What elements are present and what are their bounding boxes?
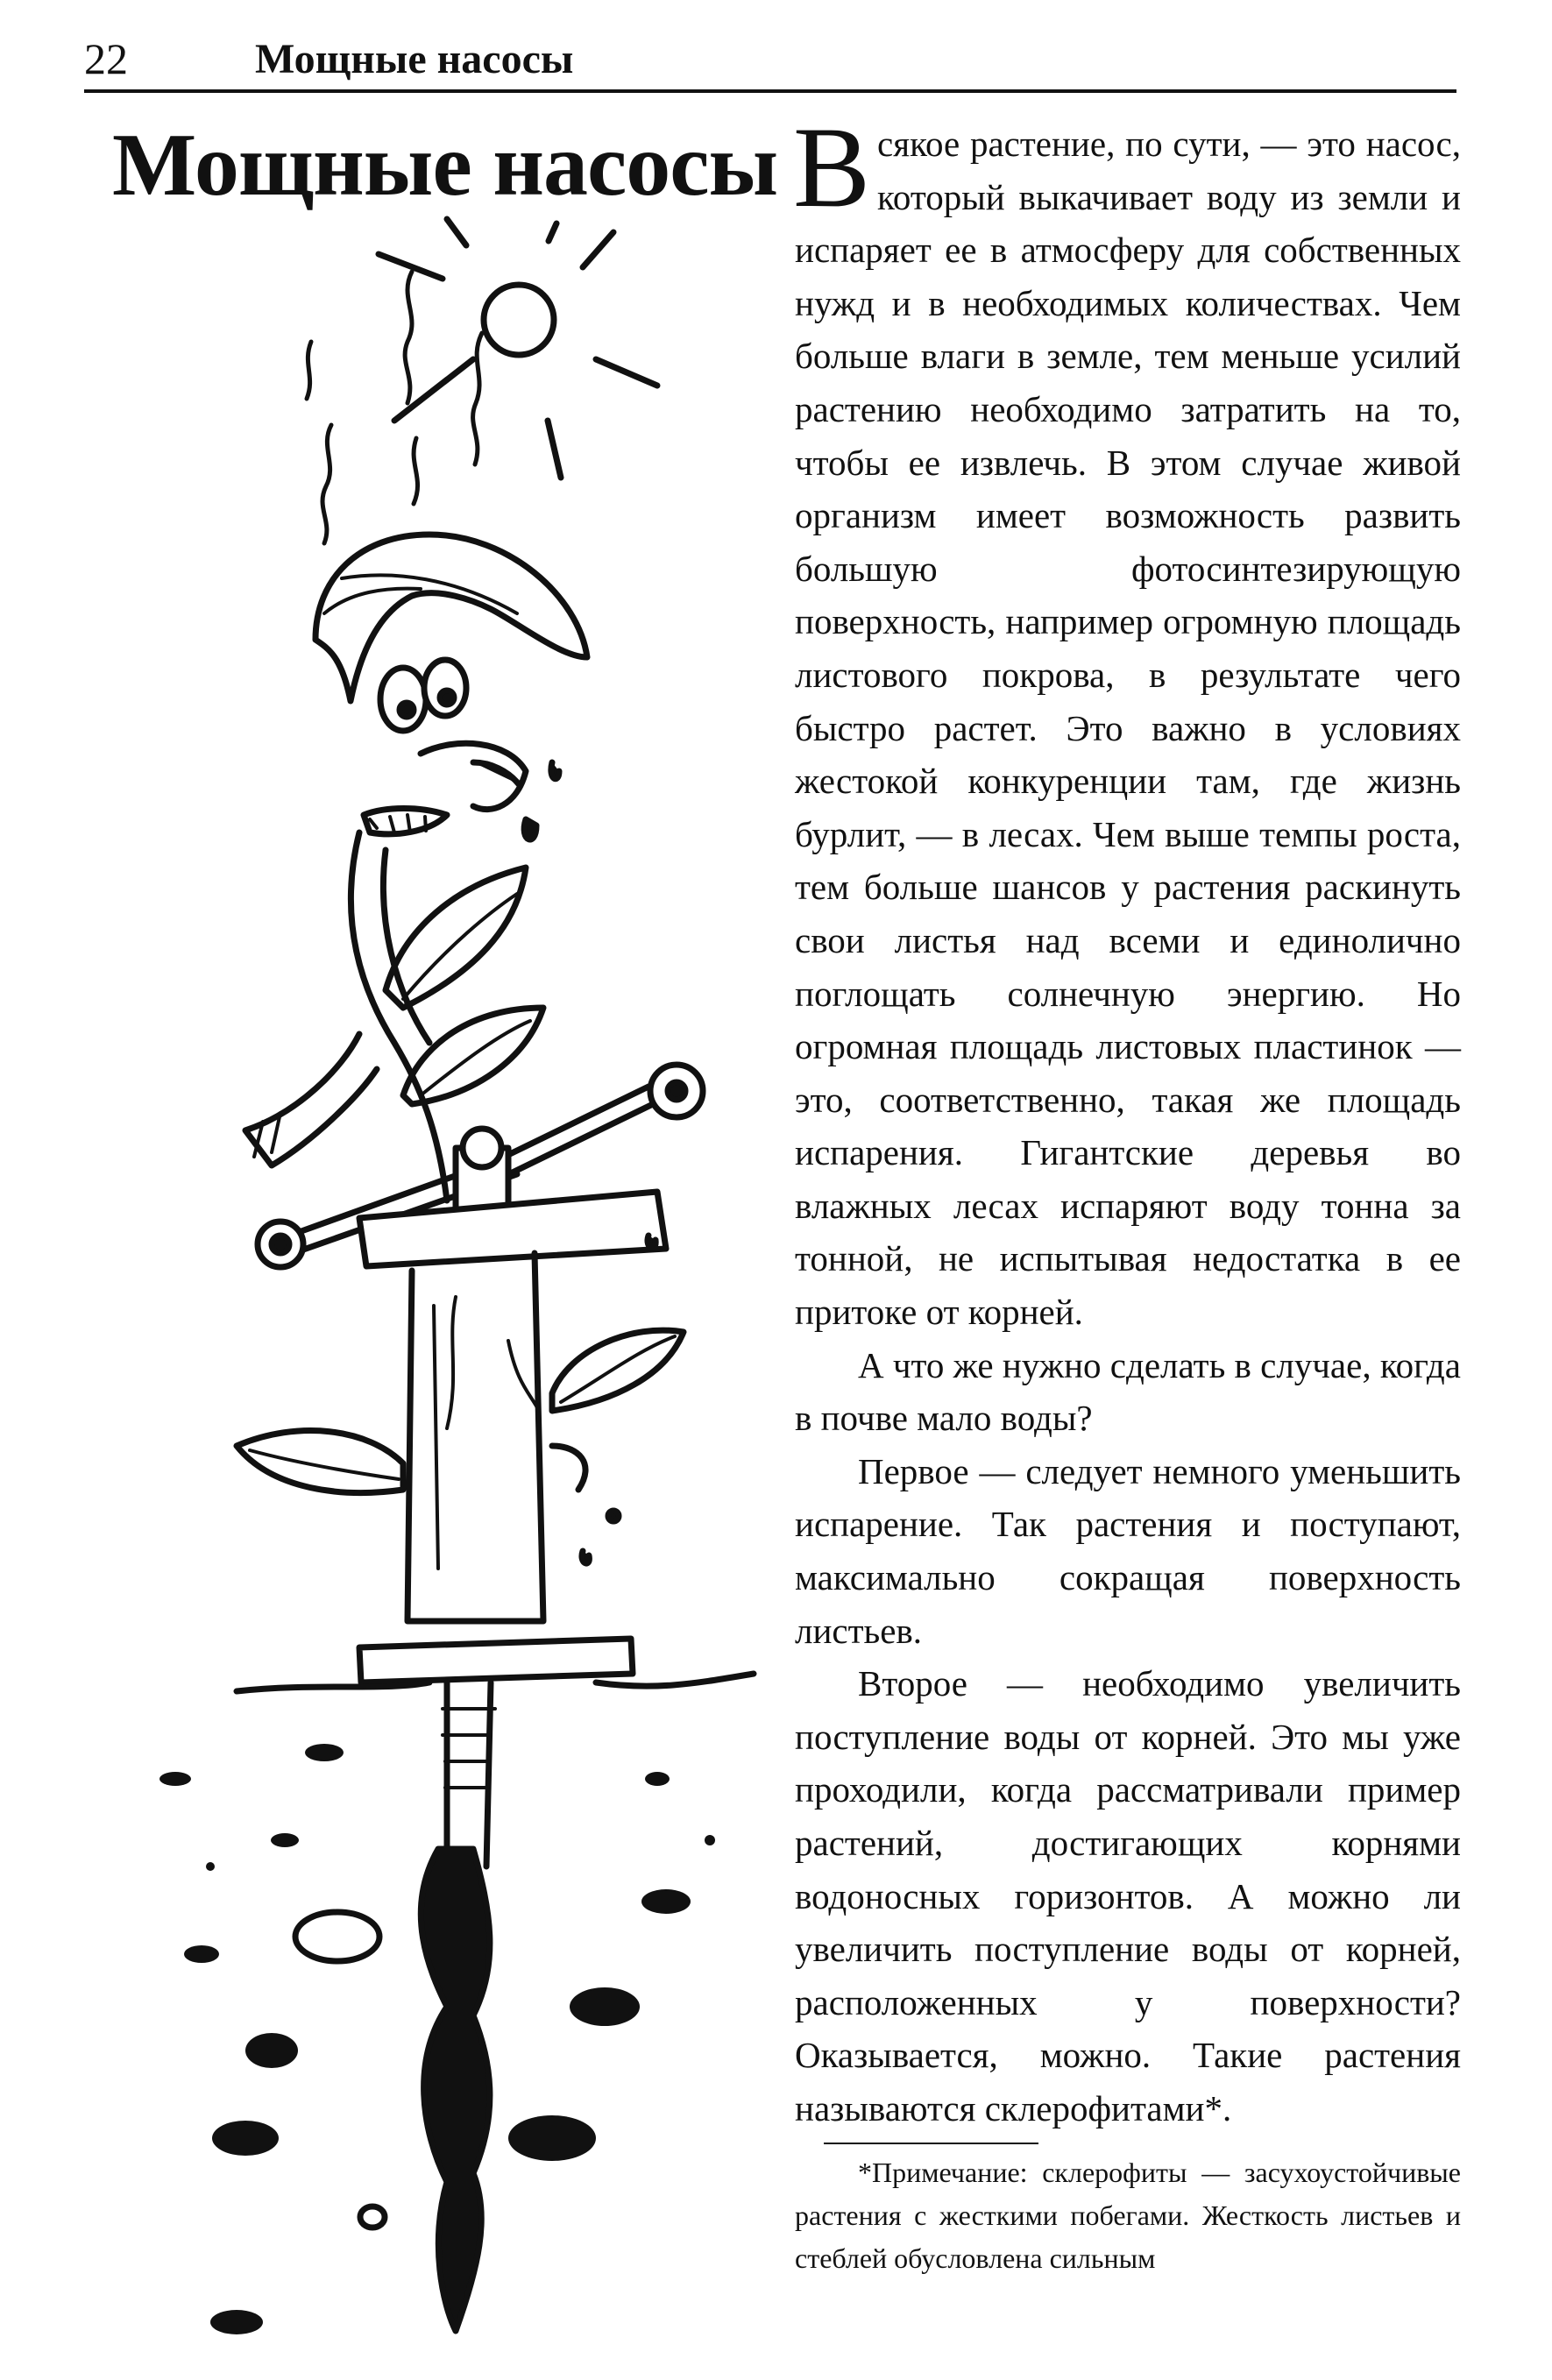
page-number: 22	[84, 34, 128, 83]
body-text-column	[793, 103, 1461, 2136]
paragraph-3: Первое — следует немного уменьшить испарение. Так растения и поступают, максимально сокращая поверхность листьев.	[795, 1450, 1461, 1651]
footnote	[795, 2151, 1461, 2280]
paragraph-2: А что же нужно сделать в случае, когда в почве мало воды?	[795, 1344, 1461, 1439]
paragraph-1	[793, 103, 1461, 1339]
running-title: Мощные насосы	[255, 36, 574, 82]
footnote-rule	[824, 2143, 1038, 2144]
article-title: Мощные насосы	[112, 116, 778, 215]
paragraph-1-text: сякое растение, по сути, — это насос, который выкачивает воду из земли и испаряет ее в атмосферу для собственных нужд и в необходимых количествах. Чем больше влаги в земле, тем меньше усилий растению необходимо затратить на то, чтобы ее извлечь. В этом случае живой организм имеет возможность развить большую фотосинтезирующую поверхность, например огромную площадь листового покрова, в результате чего быстро растет. Это важно в условиях жестокой конкуренции там, где жизнь бурлит, — в лесах. Чем выше темпы роста, тем больше шансов у растения раскинуть свои листья над всеми и единолично поглощать солнечную энергию. Но огромная площадь листовых пластинок — это, соответственно, такая же площадь испарения. Гигантские деревья во влажных лесах испаряют воду тонна за тонной, не испытывая недостатка в ее притоке от корней.	[795, 124, 1461, 1333]
heat-wave-icon	[307, 272, 482, 543]
plant-pump-illustration	[140, 202, 771, 2340]
sun-icon	[379, 219, 657, 478]
running-head	[84, 26, 1462, 89]
paragraph-4: Второе — необходимо увеличить поступление воды от корней. Это мы уже проходили, когда рассматривали пример растений, достигающих корнями водоносных горизонтов. А можно ли увеличить поступление воды от корней, расположенных у поверхности? Оказывается, можно. Такие растения называются склерофитами*.	[795, 1663, 1461, 2129]
header-rule	[84, 89, 1456, 93]
drop-cap: В	[793, 103, 871, 231]
footnote-text: *Примечание: склерофиты — засухоустойчивые растения с жесткими побегами. Жесткость листьев и стеблей обусловлена сильным	[795, 2157, 1461, 2274]
